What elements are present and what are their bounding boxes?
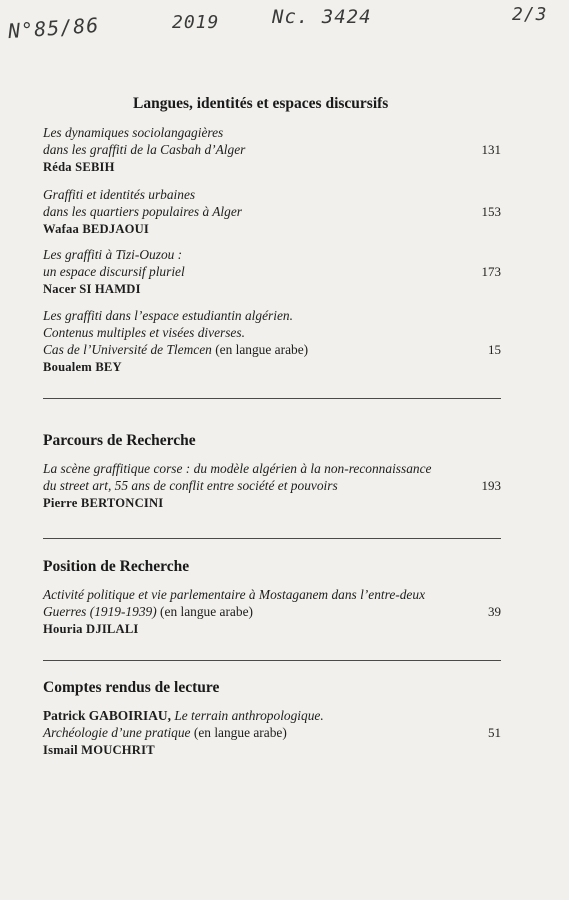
entry-author: Réda SEBIH [43,160,115,174]
section-divider [43,538,501,539]
section-heading-position: Position de Recherche [43,558,190,575]
entry-page-number: 131 [481,142,501,157]
entry-page-number: 51 [488,725,501,740]
entry-title-line: Graffiti et identités urbaines [43,187,196,202]
entry-title-line: dans les graffiti de la Casbah d’Alger [43,142,246,157]
entry-title-text: Le terrain anthropologique. [174,708,324,723]
entry-language-note: (en langue arabe) [160,604,253,619]
section-heading-comptes-rendus: Comptes rendus de lecture [43,679,220,696]
handwritten-call-number: Nc. 3424 [272,6,372,28]
toc-entry-mouchrit [43,707,501,759]
entry-page-number: 193 [481,478,501,493]
toc-entry-bertoncini [43,460,501,512]
entry-language-note: (en langue arabe) [193,725,287,740]
entry-title-line: du street art, 55 ans de conflit entre société et pouvoirs [43,478,338,493]
handwritten-fraction: 2/3 [512,4,548,25]
entry-author: Nacer SI HAMDI [43,282,141,296]
entry-title-line: dans les quartiers populaires à Alger [43,204,243,219]
entry-title-line [43,724,501,741]
entry-language-note: (en langue arabe) [215,342,309,357]
entry-author: Houria DJILALI [43,622,139,636]
handwritten-year: 2019 [172,12,220,33]
entry-title-line: un espace discursif pluriel [43,264,185,279]
entry-title-line: Activité politique et vie parlementaire à Mostaganem dans l’entre-deux [43,587,426,602]
entry-page-number: 173 [481,264,501,279]
toc-entry-bedjaoui [43,186,501,238]
section-divider [43,398,501,399]
entry-title-line [43,707,501,724]
entry-author: Pierre BERTONCINI [43,496,164,510]
entry-title-text: Archéologie d’une pratique [43,725,191,740]
entry-author: Boualem BEY [43,360,122,374]
entry-title-line: La scène graffitique corse : du modèle algérien à la non-reconnaissance [43,461,432,476]
entry-title-line: Contenus multiples et visées diverses. [43,325,245,340]
entry-title-line: Les graffiti à Tizi-Ouzou : [43,247,183,262]
handwritten-issue-number: N°85/86 [7,12,101,44]
toc-entry-sebih [43,124,501,176]
section-heading-langues: Langues, identités et espaces discursifs [133,95,389,112]
toc-entry-djilali [43,586,501,638]
entry-title-line: Les graffiti dans l’espace estudiantin algérien. [43,308,293,323]
section-heading-parcours: Parcours de Recherche [43,432,196,449]
entry-title-line [43,341,501,358]
entry-reviewed-author: Patrick GABOIRIAU, [43,708,171,723]
entry-title-line: Les dynamiques sociolangagières [43,125,224,140]
entry-title-text: Cas de l’Université de Tlemcen [43,342,212,357]
entry-title-line [43,603,501,620]
entry-page-number: 153 [481,204,501,219]
entry-author: Wafaa BEDJAOUI [43,222,150,236]
entry-title-text: Guerres (1919-1939) [43,604,157,619]
section-divider [43,660,501,661]
entry-author: Ismail MOUCHRIT [43,743,155,757]
entry-page-number: 15 [488,342,501,357]
toc-entry-bey [43,307,501,376]
entry-page-number: 39 [488,604,501,619]
toc-entry-si-hamdi [43,246,501,298]
